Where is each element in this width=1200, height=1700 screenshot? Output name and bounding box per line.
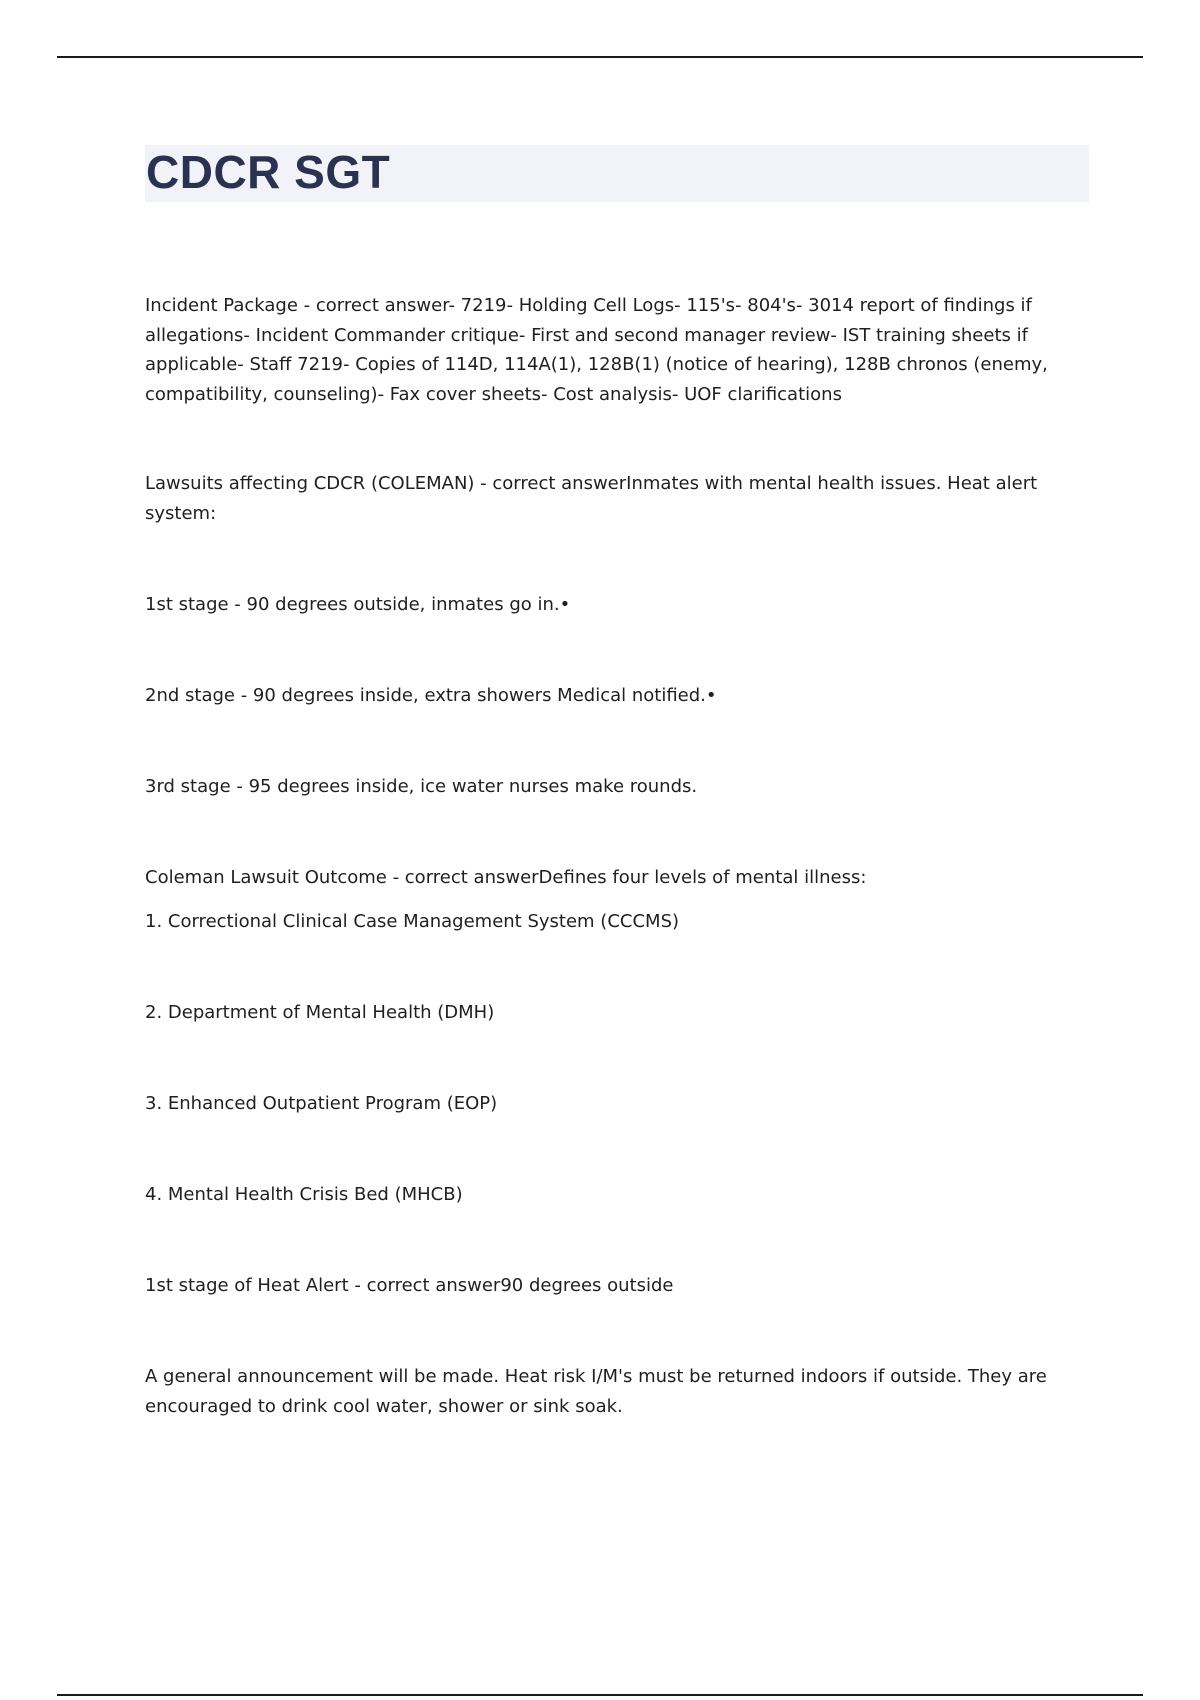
paragraph-heat-stage-1: 1st stage - 90 degrees outside, inmates go in.• <box>145 594 571 615</box>
list-item-cccms: 1. Correctional Clinical Case Management System (CCCMS) <box>145 911 680 932</box>
paragraph-coleman-outcome: Coleman Lawsuit Outcome - correct answerDefines four levels of mental illness: <box>145 867 867 888</box>
header-rule <box>57 56 1143 58</box>
paragraph-general-announcement: A general announcement will be made. Heat risk I/M's must be returned indoors if outside. They are encouraged to drink cool water, shower or sink soak. <box>145 1366 1047 1417</box>
paragraph-lawsuits-coleman: Lawsuits affecting CDCR (COLEMAN) - correct answerInmates with mental health issues. Heat alert system: <box>145 473 1038 524</box>
list-item-mhcb: 4. Mental Health Crisis Bed (MHCB) <box>145 1184 463 1205</box>
footer-rule <box>57 1694 1143 1696</box>
paragraph-heat-alert-stage-1: 1st stage of Heat Alert - correct answer90 degrees outside <box>145 1275 674 1296</box>
paragraph-incident-package: Incident Package - correct answer- 7219- Holding Cell Logs- 115's- 804's- 3014 report of findings if allegations- Incident Commander critique- First and second manager review- IST training sheets if applicable- Staff 7219- Copies of 114D, 114A(1), 128B(1) (notice of hearing), 128B chronos (enemy, compatibility, counseling)- Fax cover sheets- Cost analysis- UOF clarifications <box>145 295 1048 405</box>
paragraph-heat-stage-3: 3rd stage - 95 degrees inside, ice water nurses make rounds. <box>145 776 698 797</box>
list-item-dmh: 2. Department of Mental Health (DMH) <box>145 1002 495 1023</box>
list-item-eop: 3. Enhanced Outpatient Program (EOP) <box>145 1093 498 1114</box>
paragraph-heat-stage-2: 2nd stage - 90 degrees inside, extra showers Medical notified.• <box>145 685 717 706</box>
document-title: CDCR SGT <box>146 146 391 198</box>
